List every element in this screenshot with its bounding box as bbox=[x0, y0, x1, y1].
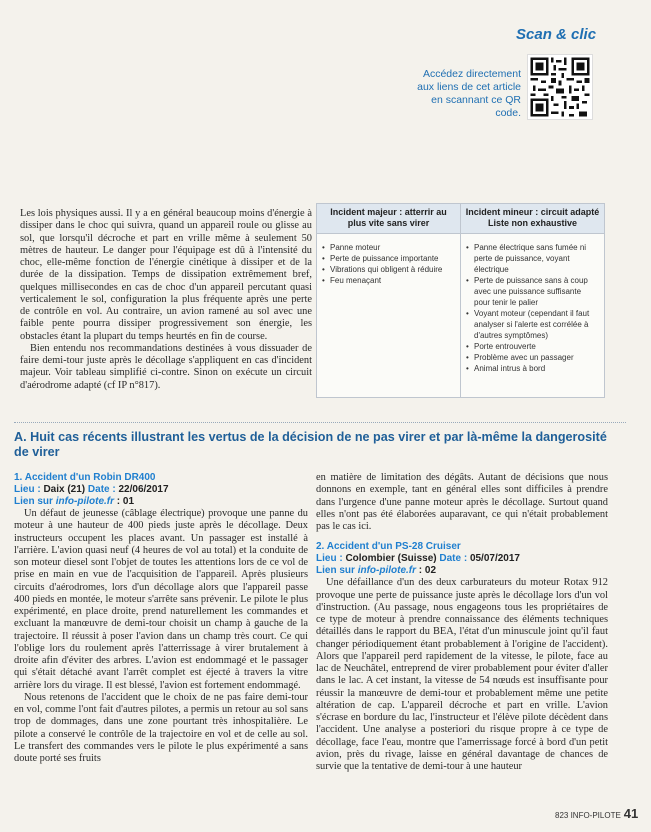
link-site[interactable]: info-pilote.fr bbox=[55, 496, 115, 507]
link-label: Lien sur bbox=[316, 565, 358, 577]
scan-clic-title: Scan & clic bbox=[516, 26, 597, 43]
list-item: • Panne électrique sans fumée ni perte de puissance, voyant électrique bbox=[466, 242, 599, 275]
page-footer bbox=[555, 806, 638, 821]
incident-table bbox=[316, 203, 605, 398]
intro-paragraph-1: Les lois physiques aussi. Il y a en général beaucoup moins d'énergie à dissiper dans le choc qui suivra, quand un appareil roule ou glisse au sol, que lorsqu'il décroche et part en vrille même à seulement 50 mètres de hauteur. Le danger pour l'équipage est dû à l'intensité du choc, elle-même fonction de l'énergie cinétique à dissiper et de la durée de la dissipation. Temps de dissipation extrêmement bref, quelques millisecondes en cas de choc d'un appareil percutant quasi verticalement le sol, configuration la plus fréquente après une perte de contrôle en vol. Au contraire, un avion ramené au sol avec une faible pente pourra dissiper progressivement son énergie, les obstacles étant la plupart du temps heurtés en fin de course. bbox=[20, 208, 312, 342]
date-value: 05/07/2017 bbox=[469, 553, 520, 565]
accident-2-paragraph-1: Une défaillance d'un des deux carburateurs du moteur Rotax 912 provoque une perte de puissance juste après le décollage lors d'un vol d'instruction. (Au passage, nous engageons tous les propriétaires de ce type de moteur à prendre connaissance des éléments techniques détaillés dans le rapport du BEA, l'état d'un minuscule joint qu'il faut changer périodiquement étant probablement à l'origine de l'accident). Alors que l'appareil perd rapidement de la vitesse, le pilote, face au lac de Neuchâtel, entreprend de virer probablement pour éviter d'aller dans le lac. A cet instant, la vitesse de 54 nœuds est insuffisante pour réussir la manœuvre de demi-tour et probablement même une petite altération de cap. L'appareil décroche et part en vrille. L'avion s'écrase en bordure du lac, l'instructeur et l'élève pilote décèdent dans l'accident. Une analyse a posteriori du risque propre à ce type de décollage, face l'eau, montre que l'amerrissage forcé à bord d'un petit avion, près du rivage, laisse en général davantage de chances de survie que la tentative de demi-tour à une hauteur bbox=[316, 577, 608, 772]
incident-table-header bbox=[317, 204, 604, 234]
list-item: • Porte entrouverte bbox=[466, 341, 599, 352]
link-num: : 01 bbox=[114, 496, 135, 507]
left-column bbox=[14, 472, 308, 765]
accident-1-paragraph-1: Un défaut de jeunesse (câblage électrique) provoque une panne du moteur à une hauteur de 400 pieds juste après le décollage. Deux instructeurs occupent les places avant. Un passager est installé à l'arrière. L'avion quasi neuf (4 heures de vol au total) et la conduite de son moteur diesel sont l'objet de toutes les attentions lors de ce vol de prise en main en vue de l'acquisition de l'appareil. Après plusieurs circuits d'aérodromes, lors d'un décollage alors que l'appareil passe 400 pieds en montée, le moteur s'arrête sans prévenir. Le pilote le plus expérimenté, en place droite, prend naturellement les commandes et excluant la manœuvre de demi-tour choisit un champ à gauche de la trajectoire. Il réussit à poser l'avion dans un champ très court. Ce qui l'oblige lors du roulement après l'atterrissage à virer brutalement à droite afin d'éviter des arbres. L'avion est endommagé et le passager qui s'était détaché avant l'arrêt complet est éjecté à travers la vitre arrière lors du virage. Il est blessé, l'avion est fortement endommagé. bbox=[14, 508, 308, 691]
lieu-value: Colombier (Suisse) bbox=[345, 553, 437, 565]
right-column bbox=[316, 472, 608, 773]
link-label: Lien sur bbox=[14, 496, 56, 507]
qr-code-graphic bbox=[528, 55, 592, 119]
accident-1-paragraph-3: en matière de limitation des dégâts. Autant de décisions que nous donnons en exemple, tant en général elles sont difficiles à prendre dans l'urgence d'une panne moteur après le décollage. Surtout quand elles n'ont pas été élaborées auparavant, ce qui n'était probablement pas le cas ici. bbox=[316, 472, 608, 532]
section-heading: A. Huit cas récents illustrant les vertus de la décision de ne pas virer et par là-même la dangerosité de virer bbox=[14, 430, 607, 459]
list-item: • Perte de puissance importante bbox=[322, 253, 455, 264]
minor-incident-list bbox=[461, 234, 604, 397]
issue-label: 823 INFO-PILOTE bbox=[555, 811, 621, 820]
list-item: • Vibrations qui obligent à réduire bbox=[322, 264, 455, 275]
intro-paragraph-2: Bien entendu nos recommandations destinées à vous dissuader de faire demi-tour juste après le décollage s'appliquent en cas d'incident majeur. Voir tableau simplifié ci-contre. Sinon on exécute un circuit d'aérodrome adapté (cf IP n°817). bbox=[20, 342, 312, 391]
minor-incident-header: Incident mineur : circuit adapté Liste non exhaustive bbox=[465, 207, 600, 228]
accident-1-link[interactable] bbox=[14, 496, 308, 508]
accident-2-link[interactable] bbox=[316, 565, 608, 577]
list-item: • Animal intrus à bord bbox=[466, 363, 599, 374]
scan-clic-text: Accédez directement aux liens de cet article en scannant ce QR code. bbox=[417, 68, 521, 119]
date-value: 22/06/2017 bbox=[118, 484, 169, 495]
accident-2-meta bbox=[316, 553, 608, 565]
date-label: Date : bbox=[436, 553, 470, 565]
page-number: 41 bbox=[623, 806, 639, 821]
major-incident-list bbox=[317, 234, 461, 397]
list-item: • Problème avec un passager bbox=[466, 352, 599, 363]
accident-2-title: 2. Accident d'un PS-28 Cruiser bbox=[316, 541, 461, 553]
list-item: • Panne moteur bbox=[322, 242, 455, 253]
accident-1-meta bbox=[14, 484, 308, 496]
accident-1-paragraph-2: Nous retenons de l'accident que le choix de ne pas faire demi-tour en vol, comme l'ont fait d'autres pilotes, a permis un retour au sol sans trop de dommages, dans une zone pourtant très inhospitalière. Le pilote a conservé le contrôle de la trajectoire en vol et de celle au sol. Le transfert des commandes vers le pilote le plus expérimenté a sans doute porté ses fruits bbox=[14, 691, 308, 764]
incident-table-body bbox=[317, 234, 604, 397]
lieu-value: Daix (21) bbox=[43, 484, 86, 495]
link-num: : 02 bbox=[416, 565, 437, 577]
accident-2-block bbox=[316, 541, 608, 773]
section-divider bbox=[14, 422, 626, 423]
lieu-label: Lieu : bbox=[316, 553, 346, 565]
qr-code-icon[interactable] bbox=[527, 54, 593, 120]
intro-column bbox=[20, 208, 312, 392]
link-site[interactable]: info-pilote.fr bbox=[357, 565, 417, 577]
list-item: • Perte de puissance sans à coup avec une puissance suffisante pour tenir le palier bbox=[466, 275, 599, 308]
list-item: • Voyant moteur (cependant il faut analyser si l'alerte est corrélée à d'autres symptômes) bbox=[466, 308, 599, 341]
lieu-label: Lieu : bbox=[14, 484, 44, 495]
date-label: Date : bbox=[85, 484, 119, 495]
list-item: • Feu menaçant bbox=[322, 275, 455, 286]
major-incident-header: Incident majeur : atterrir au plus vite sans virer bbox=[317, 204, 461, 233]
accident-1-title: 1. Accident d'un Robin DR400 bbox=[14, 472, 156, 483]
